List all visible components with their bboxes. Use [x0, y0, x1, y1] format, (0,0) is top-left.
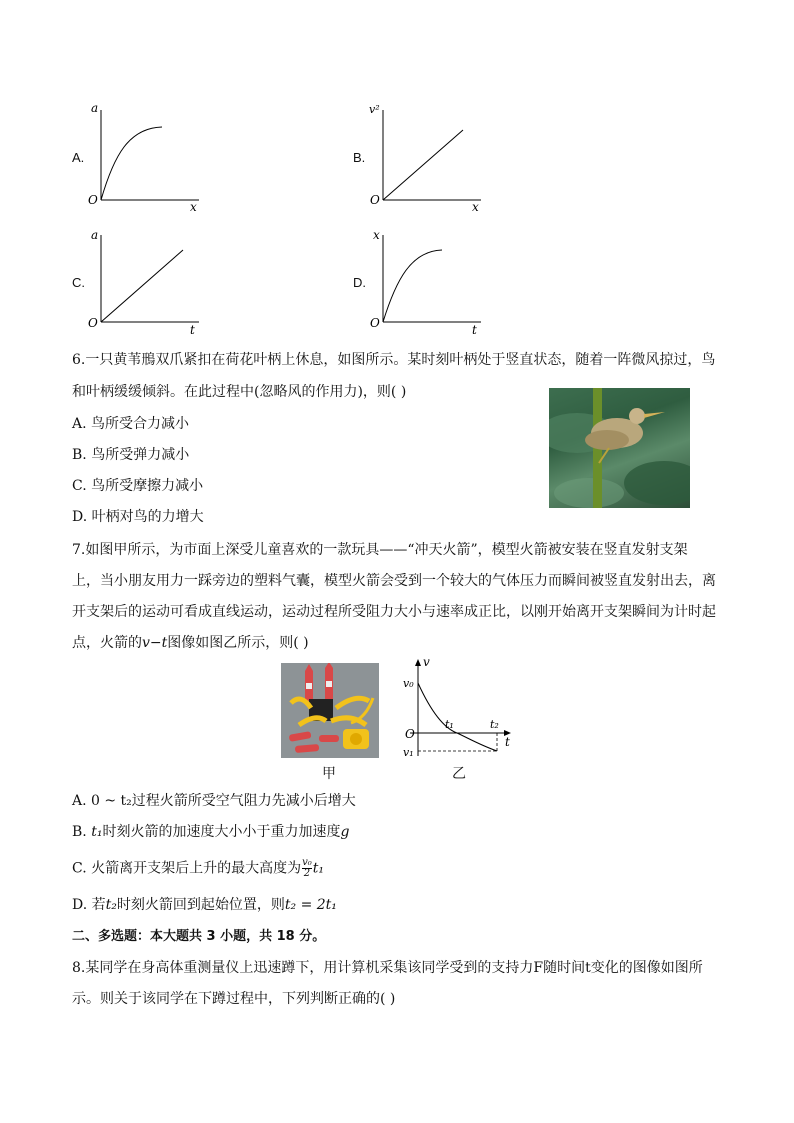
- q7-option-d-t2: t₂: [105, 897, 117, 913]
- option-d-label: D.: [353, 275, 366, 290]
- graph-d-x-label: t: [472, 323, 477, 337]
- q6-option-d: D. 叶柄对鸟的力增大: [72, 509, 204, 525]
- option-a-label: A.: [72, 150, 85, 165]
- q6-option-c: C. 鸟所受摩擦力减小: [72, 478, 204, 494]
- q6-stem-line1: 6.一只黄苇鳽双爪紧扣在荷花叶柄上休息，如图所示。某时刻叶柄处于竖直状态，随着一阵微风掠过，鸟: [72, 352, 716, 368]
- graph-b-x-label: x: [472, 200, 479, 214]
- figure-jia-caption: 甲: [322, 766, 336, 782]
- graph-d-y-label: x: [373, 228, 380, 242]
- q7-stem-line1: 7.如图甲所示，为市面上深受儿童喜欢的一款玩具——“冲天火箭”，模型火箭被安装在竖直发射支架: [72, 542, 688, 558]
- rocket-toy-photo: [281, 663, 379, 758]
- vt-origin: O: [405, 727, 415, 741]
- q7-option-c-numerator: v₀: [302, 857, 312, 868]
- q7-option-d-text: 时刻火箭回到起始位置，则: [116, 897, 285, 913]
- q6-stem-line2: 和叶柄缓缓倾斜。在此过程中(忽略风的作用力)，则( ): [72, 384, 407, 400]
- q7-option-c-denominator: 2: [303, 868, 311, 879]
- vt-graph: [398, 656, 518, 766]
- q8-stem-line1: 8.某同学在身高体重测量仪上迅速蹲下，用计算机采集该同学受到的支持力F随时间t变化的图像如图所: [72, 960, 703, 976]
- option-c-label: C.: [72, 275, 85, 290]
- q6-option-b: B. 鸟所受弹力减小: [72, 447, 190, 463]
- vt-y-label: v: [423, 656, 430, 669]
- vt-v1-label: v₁: [403, 746, 414, 759]
- graph-a-x-label: x: [190, 200, 197, 214]
- q7-option-b-text: 时刻火箭的加速度大小小于重力加速度: [102, 824, 341, 840]
- graph-d: [366, 225, 496, 340]
- vt-t2-label: t₂: [490, 718, 499, 731]
- bird-on-lotus-photo: [549, 388, 690, 508]
- q7-option-d-prefix: D. 若: [72, 897, 106, 913]
- q6-option-a: A. 鸟所受合力减小: [72, 416, 190, 432]
- q7-stem-line4: [72, 633, 309, 653]
- graph-a-y-label: a: [91, 101, 99, 115]
- graph-c: [84, 225, 214, 340]
- graph-a: [84, 100, 214, 215]
- q7-option-d-equation: t₂ = 2t₁: [284, 897, 337, 913]
- q7-stem-line3: 开支架后的运动可看成直线运动，运动过程所受阻力大小与速率成正比，以刚开始离开支架瞬间为计时起: [72, 604, 716, 620]
- section-heading-multiple-choice: 二、多选题：本大题共 3 小题，共 18 分。: [72, 929, 326, 944]
- q8-stem-line2: 示。则关于该同学在下蹲过程中，下列判断正确的( ): [72, 991, 396, 1007]
- q7-option-c-t1: t₁: [312, 860, 325, 877]
- q7-option-b-g: g: [340, 824, 350, 840]
- q7-stem-line4-tail: 图像如图乙所示，则( ): [167, 635, 309, 651]
- graph-b-y-label: v²: [369, 103, 380, 116]
- vt-v0-label: v₀: [403, 677, 414, 690]
- graph-d-origin: O: [370, 316, 380, 330]
- q7-option-b: [72, 822, 349, 842]
- graph-a-origin: O: [88, 193, 98, 207]
- graph-c-origin: O: [88, 316, 98, 330]
- q7-stem-line2: 上，当小朋友用力一踩旁边的塑料气囊，模型火箭会受到一个较大的气体压力而瞬间被竖直发射出去，离: [72, 573, 716, 589]
- graph-b-origin: O: [370, 193, 380, 207]
- q7-option-a: A. 0 ~ t₂过程火箭所受空气阻力先减小后增大: [72, 793, 356, 809]
- vt-x-label: t: [505, 735, 510, 749]
- q7-option-c-text: C. 火箭离开支架后上升的最大高度为: [72, 860, 302, 877]
- graph-c-y-label: a: [91, 228, 99, 242]
- q7-option-d: [72, 895, 337, 915]
- graph-b: [366, 100, 496, 215]
- q7-option-c-fraction: [302, 858, 312, 879]
- q7-stem-line4-text: 点，火箭的: [72, 635, 142, 651]
- q7-vt-math: v−t: [142, 635, 168, 651]
- q7-option-b-t1: t₁: [91, 824, 103, 840]
- vt-t1-label: t₁: [445, 718, 454, 731]
- figure-yi-caption: 乙: [452, 766, 466, 782]
- option-b-label: B.: [353, 150, 366, 165]
- q7-option-c: [72, 858, 324, 879]
- graph-c-x-label: t: [190, 323, 195, 337]
- q7-option-b-prefix: B.: [72, 824, 92, 840]
